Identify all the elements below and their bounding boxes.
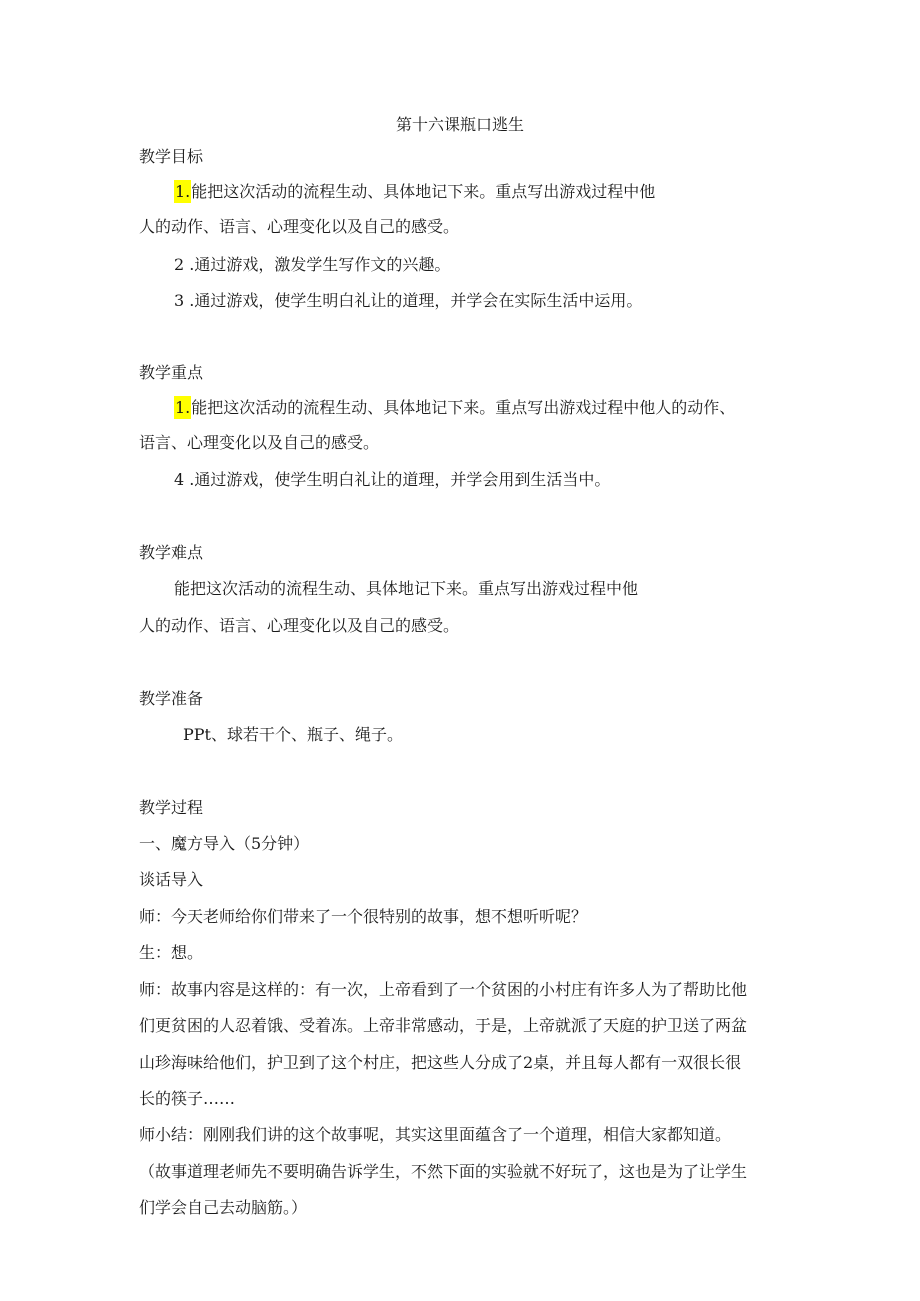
objectives-item-3: 3 .通过游戏，使学生明白礼让的道理，并学会在实际生活中运用。: [174, 291, 643, 310]
teacher-summary: 师小结：刚刚我们讲的这个故事呢，其实这里面蕴含了一个道理，相信大家都知道。: [139, 1125, 732, 1144]
dialogue-teacher-2-line-4: 长的筷子……: [139, 1089, 236, 1108]
key-points-item-2: 4 .通过游戏，使学生明白礼让的道理，并学会用到生活当中。: [174, 470, 611, 489]
highlight-mark: 1.: [175, 182, 191, 201]
difficulties-line-2: 人的动作、语言、心理变化以及自己的感受。: [139, 616, 460, 635]
teacher-note-line-1: （故事道理老师先不要明确告诉学生，不然下面的实验就不好玩了，这也是为了让学生: [139, 1162, 748, 1181]
objectives-item-2: 2 .通过游戏，激发学生写作文的兴趣。: [174, 255, 451, 274]
difficulties-heading: 教学难点: [139, 543, 204, 562]
objectives-heading: 教学目标: [139, 147, 204, 166]
key-points-item-1-cont: 语言、心理变化以及自己的感受。: [139, 433, 380, 452]
dialogue-teacher-1: 师：今天老师给你们带来了一个很特别的故事，想不想听听呢？: [139, 907, 588, 926]
process-intro: 谈话导入: [139, 870, 204, 889]
objectives-item-1-text: 能把这次活动的流程生动、具体地记下来。重点写出游戏过程中他: [191, 182, 656, 201]
preparation-heading: 教学准备: [139, 689, 204, 708]
highlight-mark: 1.: [175, 398, 191, 417]
dialogue-teacher-2-line-2: 们更贫困的人忍着饿、受着冻。上帝非常感动，于是，上帝就派了天庭的护卫送了两盆: [139, 1016, 748, 1035]
dialogue-student-1: 生：想。: [139, 943, 204, 962]
preparation-line-1: PPt、球若干个、瓶子、绳子。: [183, 725, 403, 744]
teacher-note-line-2: 们学会自己去动脑筋。）: [139, 1198, 308, 1217]
process-step-1: 一、魔方导入（5分钟）: [139, 834, 310, 853]
dialogue-teacher-2-line-1: 师：故事内容是这样的：有一次，上帝看到了一个贫困的小村庄有许多人为了帮助比他: [139, 980, 748, 999]
objectives-item-1-cont: 人的动作、语言、心理变化以及自己的感受。: [139, 217, 460, 236]
key-points-heading: 教学重点: [139, 363, 204, 382]
dialogue-teacher-2-line-3: 山珍海味给他们，护卫到了这个村庄，把这些人分成了2桌，并且每人都有一双很长很: [139, 1053, 742, 1072]
key-points-item-1-text: 能把这次活动的流程生动、具体地记下来。重点写出游戏过程中他人的动作、: [191, 398, 736, 417]
difficulties-line-1: 能把这次活动的流程生动、具体地记下来。重点写出游戏过程中他: [174, 579, 639, 598]
objectives-item-1: [174, 181, 655, 203]
page-title: 第十六课瓶口逃生: [395, 115, 524, 134]
key-points-item-1: [174, 397, 735, 419]
process-heading: 教学过程: [139, 798, 204, 817]
